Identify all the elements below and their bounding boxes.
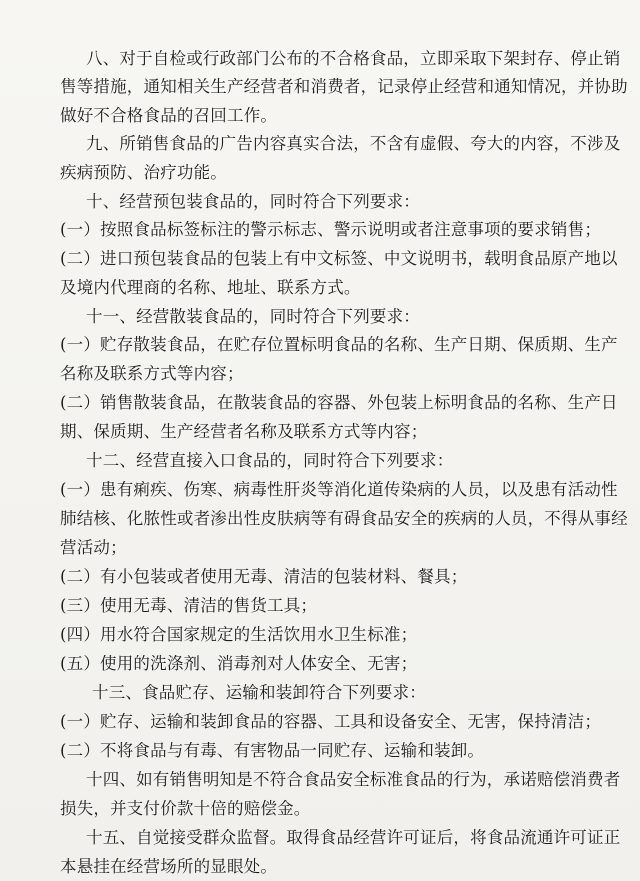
text-line: (四）用水符合国家规定的生活饮用水卫生标准； xyxy=(60,625,418,644)
text-line: 期、保质期、生产经营者名称及联系方式等内容； xyxy=(60,422,428,441)
text-line: 本悬挂在经营场所的显眼处。 xyxy=(60,857,278,876)
text-line: 十五、自觉接受群众监督。取得食品经营许可证后，将食品流通许可证正 xyxy=(86,828,621,847)
text-line: (一）按照食品标签标注的警示标志、警示说明或者注意事项的要求销售； xyxy=(60,220,602,239)
text-line: (一）贮存散装食品，在贮存位置标明食品的名称、生产日期、保质期、生产 xyxy=(60,335,618,354)
text-line: 损失，并支付价款十倍的赔偿金。 xyxy=(60,799,311,818)
text-line: 售等措施，通知相关生产经营者和消费者，记录停止经营和通知情况，并协助 xyxy=(60,77,628,96)
text-line: (一）患有痢疾、伤寒、病毒性肝炎等消化道传染病的人员，以及患有活动性 xyxy=(60,480,618,499)
text-line: (二）有小包装或者使用无毒、清洁的包装材料、餐具； xyxy=(60,567,468,586)
text-line: 做好不合格食品的召回工作。 xyxy=(60,106,278,125)
text-line: 十二、经营直接入口食品的，同时符合下列要求： xyxy=(86,451,454,470)
text-line: 营活动； xyxy=(60,538,127,557)
text-line: (一）贮存、运输和装卸食品的容器、工具和设备安全、无害，保持清洁； xyxy=(60,712,602,731)
text-line: (二）进口预包装食品的包装上有中文标签、中文说明书，载明食品原产地以 xyxy=(60,249,618,268)
text-line: 八、对于自检或行政部门公布的不合格食品，立即采取下架封存、停止销 xyxy=(86,49,621,68)
text-line: (二）销售散装食品，在散装食品的容器、外包装上标明食品的名称、生产日 xyxy=(60,393,618,412)
text-line: 及境内代理商的名称、地址、联系方式。 xyxy=(60,278,361,297)
text-line: (五）使用的洗涤剂、消毒剂对人体安全、无害； xyxy=(60,654,418,673)
text-line: 十一、经营散装食品的，同时符合下列要求： xyxy=(86,307,420,326)
text-line: 疾病预防、治疗功能。 xyxy=(60,163,227,182)
text-line: 十四、如有销售明知是不符合食品安全标准食品的行为，承诺赔偿消费者 xyxy=(86,770,621,789)
text-line: (三）使用无毒、清洁的售货工具； xyxy=(60,596,318,615)
text-line: 九、所销售食品的广告内容真实合法，不含有虚假、夸大的内容，不涉及 xyxy=(86,134,621,153)
text-line: 名称及联系方式等内容； xyxy=(60,364,244,383)
text-line: (二）不将食品与有毒、有害物品一同贮存、运输和装卸。 xyxy=(60,741,485,760)
text-line: 十、经营预包装食品的，同时符合下列要求： xyxy=(86,192,420,211)
text-line: 十三、食品贮存、运输和装卸符合下列要求： xyxy=(92,683,426,702)
text-line: 肺结核、化脓性或者渗出性皮肤病等有碍食品安全的疾病的人员，不得从事经 xyxy=(60,509,628,528)
